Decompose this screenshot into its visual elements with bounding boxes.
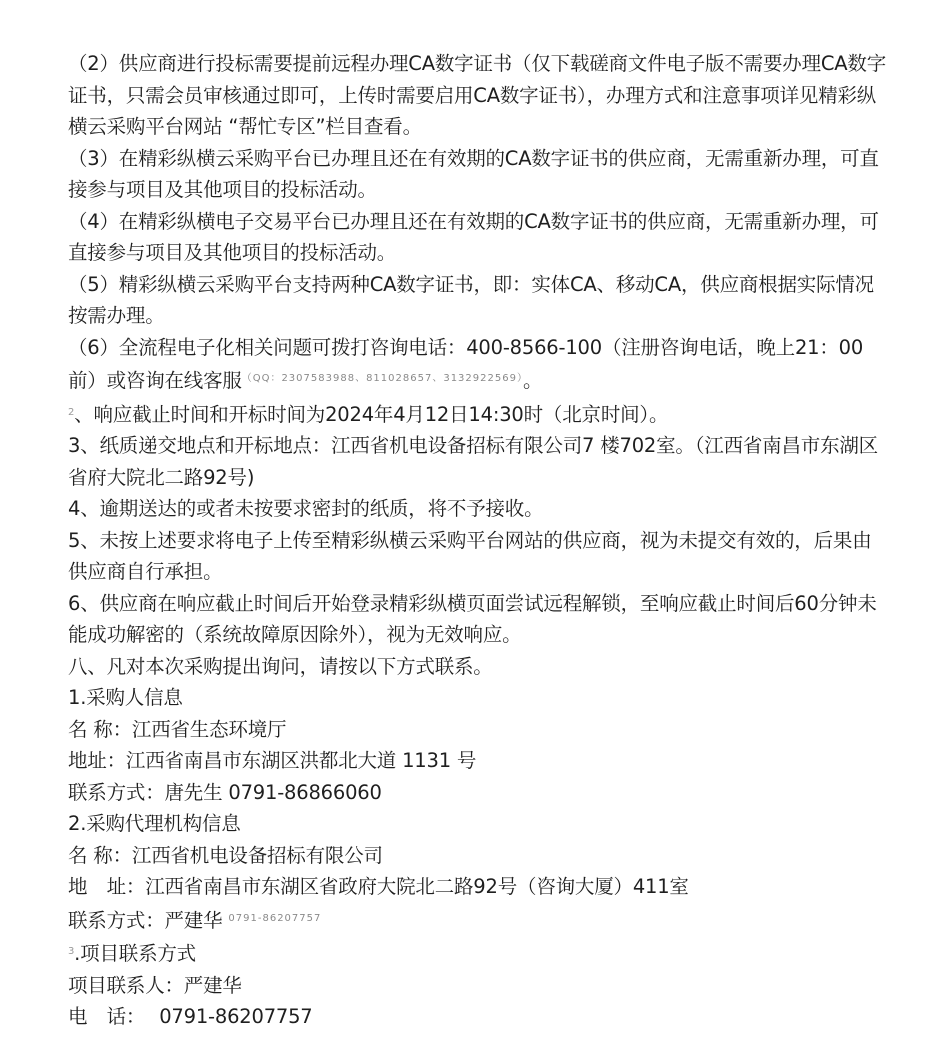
project-phone-value: 0791-86207757	[159, 1005, 313, 1028]
paragraph-support-hotline	[68, 332, 888, 397]
paragraph-deadline	[68, 397, 888, 431]
purchaser-address: 地址：江西省南昌市东湖区洪都北大道 1131 号	[68, 749, 477, 772]
project-contact-heading	[68, 936, 888, 970]
support-hotline-end: 。	[522, 369, 543, 392]
agency-heading: 2.采购代理机构信息	[68, 812, 241, 835]
project-phone-label: 电 话：	[68, 1005, 146, 1028]
deadline-text: 、响应截止时间和开标时间为2024年4月12日14:30时（北京时间）。	[74, 402, 669, 426]
agency-contact	[68, 903, 888, 937]
paragraph-decryption: 6、供应商在响应截止时间后开始登录精彩纵横页面尝试远程解锁，至响应截止时间后60分钟未能成功解密的（系统故障原因除外），视为无效响应。	[68, 591, 877, 646]
project-heading-number: 3	[68, 946, 75, 957]
support-qq-numbers: （QQ：2307583988、811028657、3132922569）	[241, 373, 523, 384]
agency-contact-person: 联系方式：严建华	[68, 908, 223, 932]
agency-contact-phone: 0791-86207757	[228, 912, 322, 924]
support-hotline-text: （6）全流程电子化相关问题可拨打咨询电话：400-8566-100（注册咨询电话，晚上21：00前）或咨询在线客服	[68, 335, 864, 392]
agency-address: 地 址：江西省南昌市东湖区省政府大院北二路92号（咨询大厦）411室	[68, 875, 689, 898]
paragraph-ca-types: （5）精彩纵横云采购平台支持两种CA数字证书，即：实体CA、移动CA，供应商根据实际情况按需办理。	[68, 272, 874, 327]
paragraph-late-submission: 4、逾期送达的或者未按要求密封的纸质，将不予接收。	[68, 497, 544, 520]
paragraph-ca-certificate-remote: （2）供应商进行投标需要提前远程办理CA数字证书（仅下载磋商文件电子版不需要办理CA数字证书，只需会员审核通过即可，上传时需要启用CA数字证书），办理方式和注意事项详见精彩纵横云采购平台网站 “帮忙专区”栏目查看。	[68, 52, 887, 138]
paragraph-upload-requirement: 5、未按上述要求将电子上传至精彩纵横云采购平台网站的供应商，视为未提交有效的，后果由供应商自行承担。	[68, 528, 872, 583]
project-contact-person: 项目联系人：严建华	[68, 973, 242, 997]
paragraph-ca-valid-cloud: （3）在精彩纵横云采购平台已办理且还在有效期的CA数字证书的供应商，无需重新办理，可直接参与项目及其他项目的投标活动。	[68, 146, 879, 201]
project-contact-phone	[68, 1001, 888, 1033]
deadline-item-number: 2	[68, 406, 75, 418]
document-body	[68, 48, 888, 1033]
purchaser-contact: 联系方式：唐先生 0791-86866060	[68, 780, 382, 804]
purchaser-name: 名 称：江西省生态环境厅	[68, 717, 287, 741]
project-heading-text: .项目联系方式	[74, 942, 196, 965]
section-contact-heading: 八、凡对本次采购提出询问，请按以下方式联系。	[68, 654, 493, 678]
agency-name: 名 称：江西省机电设备招标有限公司	[68, 843, 383, 867]
paragraph-submission-location: 3、纸质递交地点和开标地点：江西省机电设备招标有限公司7 楼702室。（江西省南昌市东湖区省府大院北二路92号)	[68, 434, 878, 489]
purchaser-heading: 1.采购人信息	[68, 686, 183, 709]
paragraph-ca-valid-exchange: （4）在精彩纵横电子交易平台已办理且还在有效期的CA数字证书的供应商，无需重新办理，可直接参与项目及其他项目的投标活动。	[68, 209, 879, 264]
